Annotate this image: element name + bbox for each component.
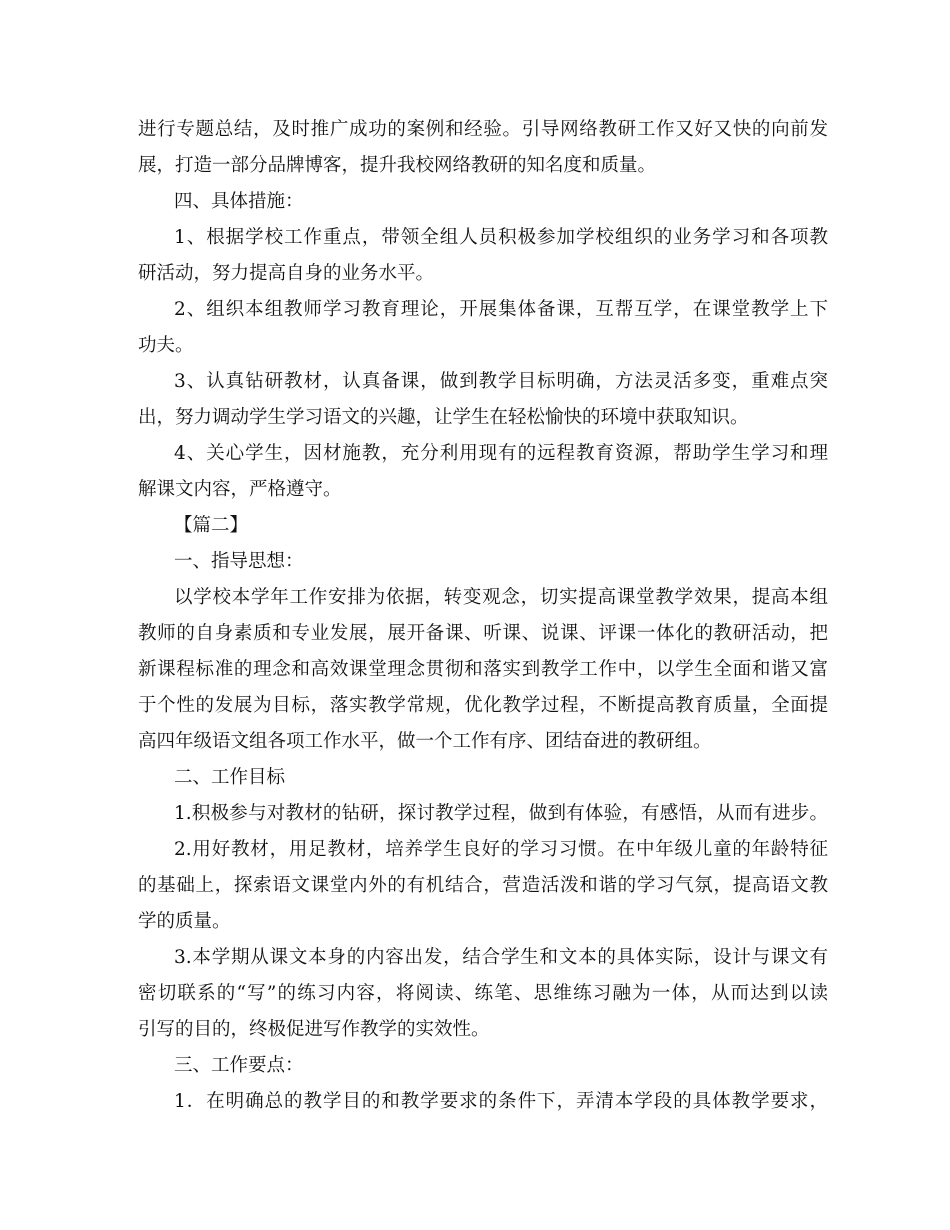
paragraph-line: 学的质量。 <box>138 911 231 932</box>
paragraph-line: 新课程标准的理念和高效课堂理念贯彻和落实到教学工作中，以学生全面和谐又富 <box>138 659 828 680</box>
section-heading: 二、工作目标 <box>174 767 286 788</box>
section-heading: 四、具体措施： <box>174 191 304 212</box>
section-heading: 三、工作要点： <box>174 1055 304 1076</box>
paragraph-line: 功夫。 <box>138 335 194 356</box>
paragraph-line: 高四年级语文组各项工作水平，做一个工作有序、团结奋进的教研组。 <box>138 731 712 752</box>
paragraph-line: 3、认真钻研教材，认真备课，做到教学目标明确，方法灵活多变，重难点突 <box>174 371 828 392</box>
paragraph-line: 3.本学期从课文本身的内容出发，结合学生和文本的具体实际，设计与课文有 <box>174 947 828 968</box>
paragraph-line: 密切联系的“写”的练习内容，将阅读、练笔、思维练习融为一体，从而达到以读 <box>138 983 828 1004</box>
paragraph-line: 进行专题总结，及时推广成功的案例和经验。引导网络教研工作又好又快的向前发 <box>138 119 828 140</box>
section-heading: 一、指导思想： <box>174 551 304 572</box>
paragraph-line: 4、关心学生，因材施教，充分利用现有的远程教育资源，帮助学生学习和理 <box>174 443 828 464</box>
paragraph-line: 2.用好教材，用足教材，培养学生良好的学习习惯。在中年级儿童的年龄特征 <box>174 839 828 860</box>
paragraph-line: 研活动，努力提高自身的业务水平。 <box>138 263 435 284</box>
paragraph-line: 1、根据学校工作重点，带领全组人员积极参加学校组织的业务学习和各项教 <box>174 227 828 248</box>
paragraph-line: 解课文内容，严格遵守。 <box>138 479 342 500</box>
paragraph-line: 2、组织本组教师学习教育理论，开展集体备课，互帮互学，在课堂教学上下 <box>174 299 828 320</box>
paragraph-line: 以学校本学年工作安排为依据，转变观念，切实提高课堂教学效果，提高本组 <box>174 587 828 608</box>
paragraph-line: 教师的自身素质和专业发展，展开备课、听课、说课、评课一体化的教研活动，把 <box>138 623 828 644</box>
paragraph-line: 出，努力调动学生学习语文的兴趣，让学生在轻松愉快的环境中获取知识。 <box>138 407 749 428</box>
paragraph-line: 1．在明确总的教学目的和教学要求的条件下，弄清本学段的具体教学要求， <box>174 1091 828 1112</box>
paragraph-line: 的基础上，探索语文课堂内外的有机结合，营造活泼和谐的学习气氛，提高语文教 <box>138 875 828 896</box>
section-title: 【篇二】 <box>174 515 249 536</box>
paragraph-line: 于个性的发展为目标，落实教学常规，优化教学过程，不断提高教育质量，全面提 <box>138 695 828 716</box>
paragraph-line: 1.积极参与对教材的钻研，探讨教学过程，做到有体验，有感悟，从而有进步。 <box>174 803 828 824</box>
paragraph-line: 展，打造一部分品牌博客，提升我校网络教研的知名度和质量。 <box>138 155 657 176</box>
paragraph-line: 引写的目的，终极促进写作教学的实效性。 <box>138 1019 490 1040</box>
